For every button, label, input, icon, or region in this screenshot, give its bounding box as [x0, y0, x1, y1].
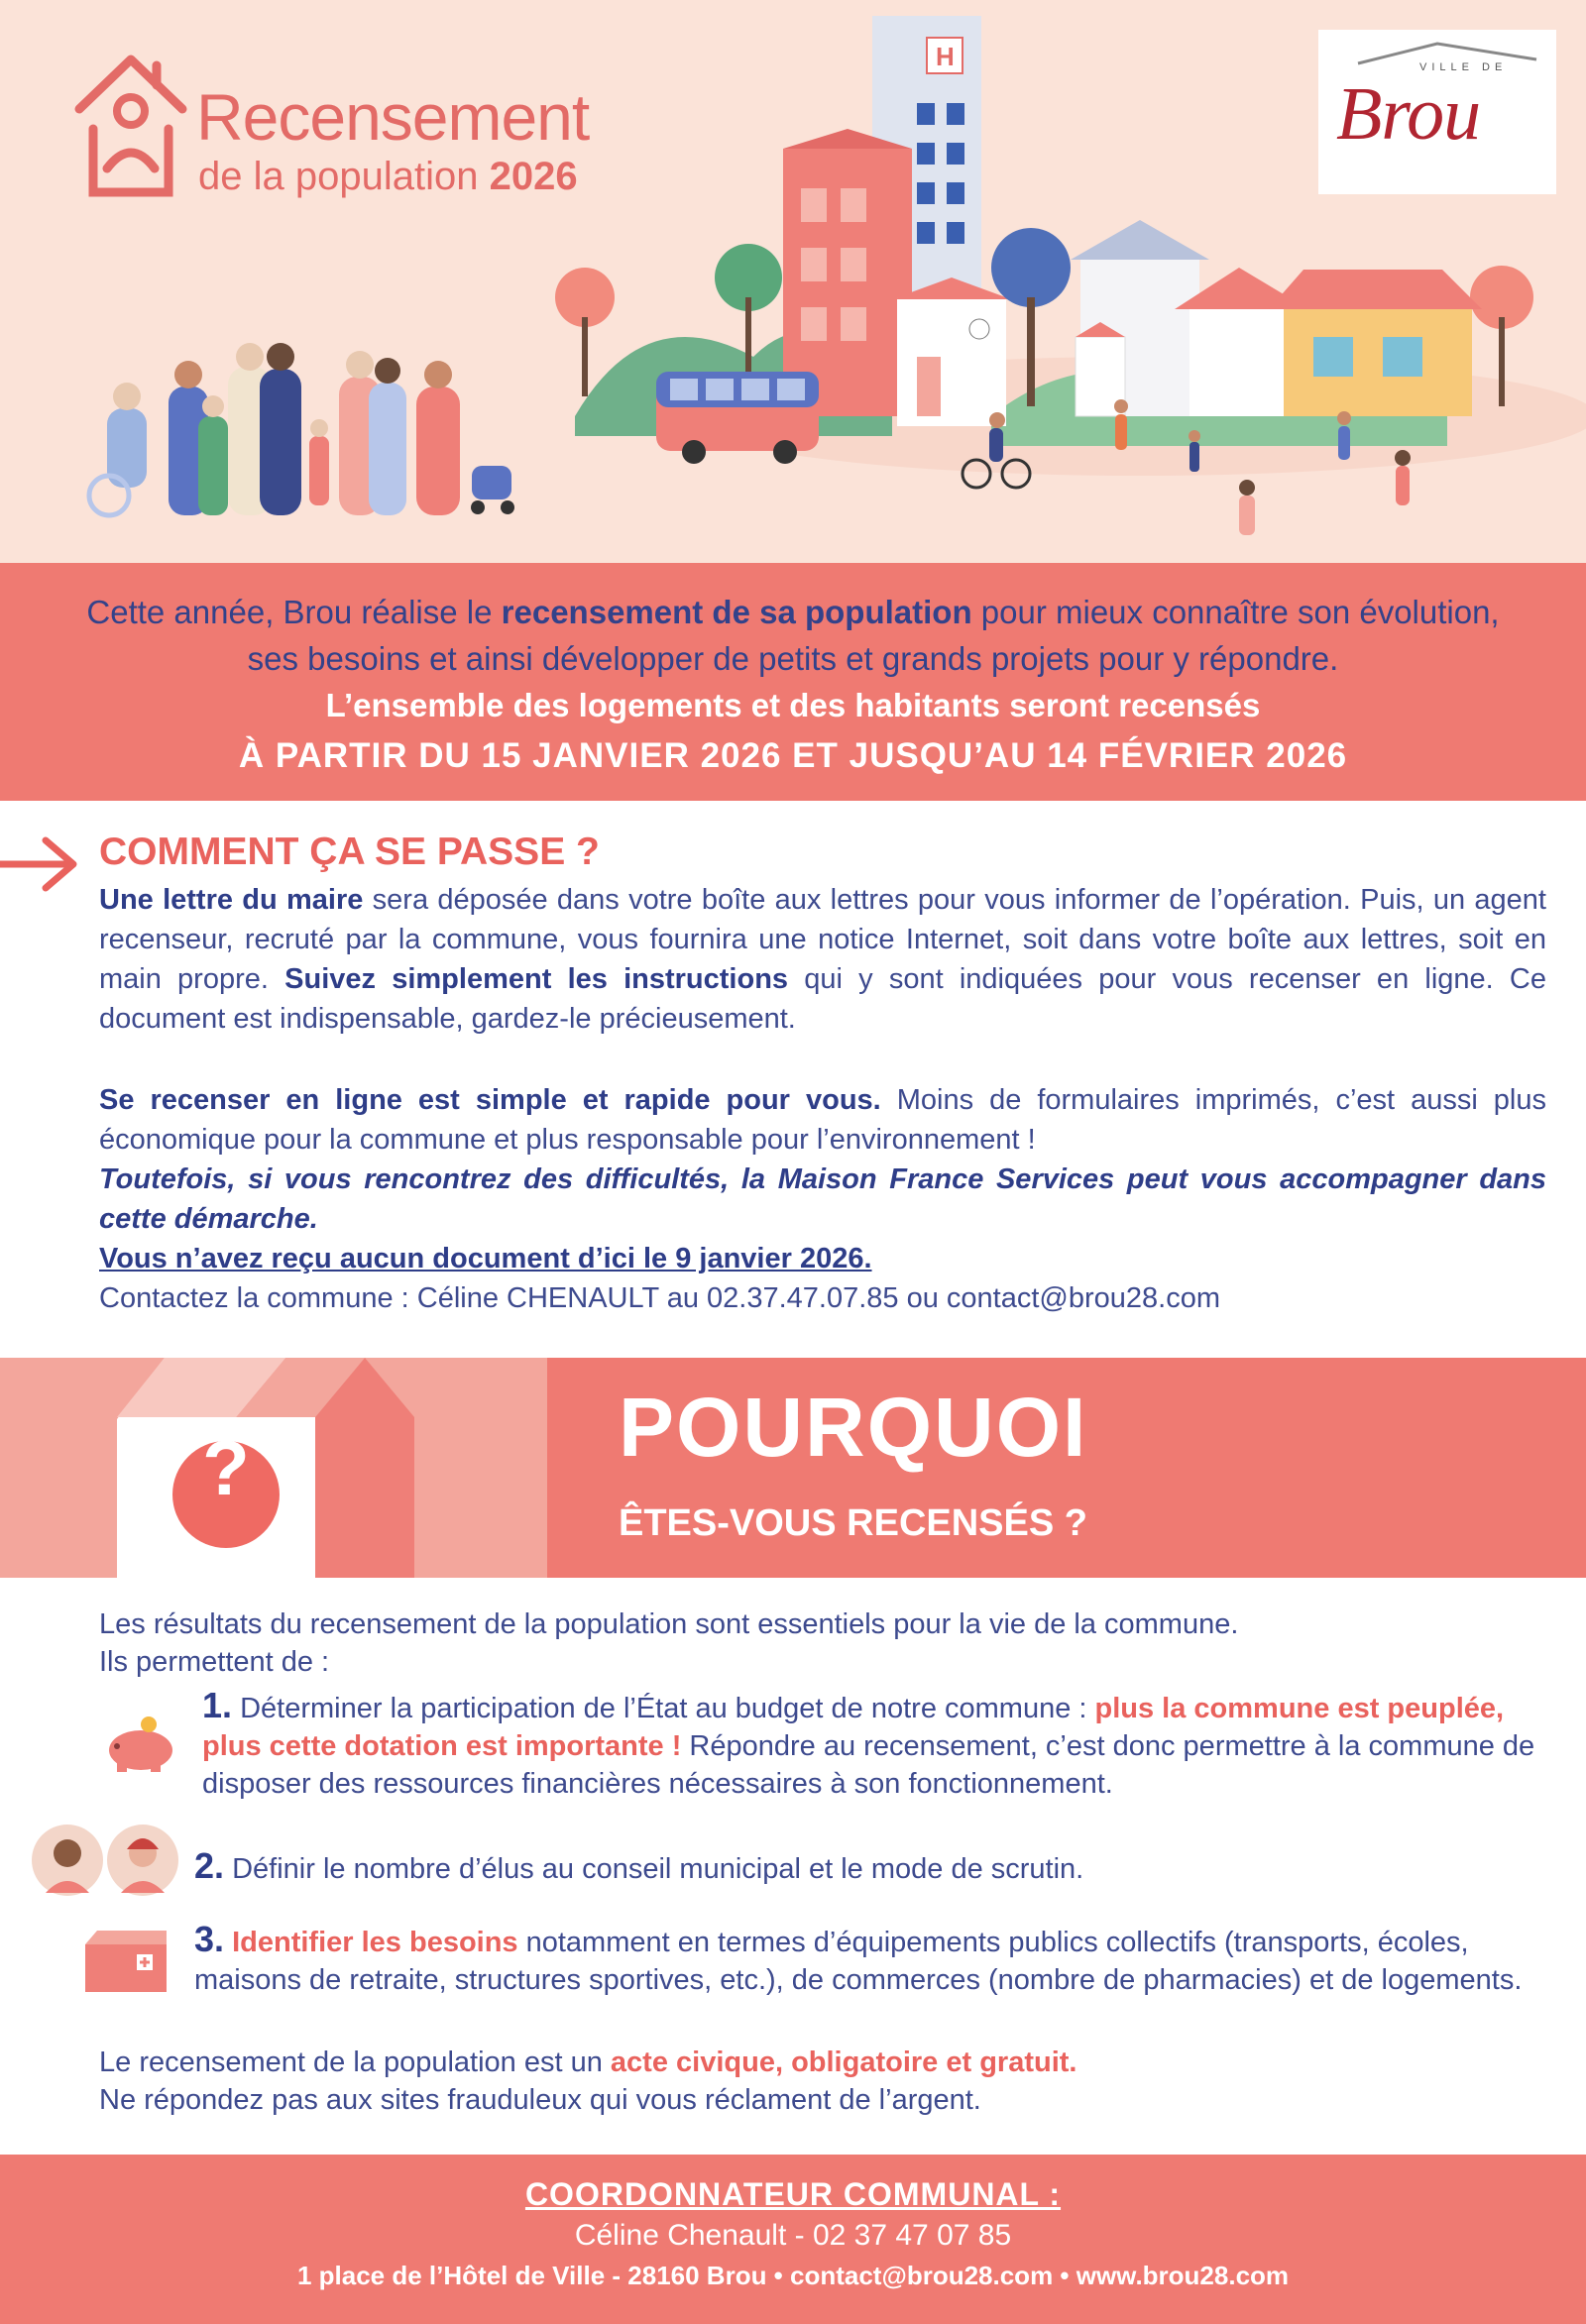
- footer: [0, 2155, 1586, 2324]
- how-paragraph-2: Se recenser en ligne est simple et rapide pour vous. Moins de formulaires imprimés, c’est aussi plus économique pour la commune et plus responsable pour l’environnement ! Toutefois, si vous rencontrez des difficultés, la Maison France Services peut vous accompagner dans cette démarche.: [99, 1084, 1546, 1235]
- footer-title: COORDONNATEUR COMMUNAL :: [524, 2176, 1062, 2212]
- why-banner: [0, 1358, 1586, 1578]
- intro-line-1: Cette année, Brou réalise le recensement de sa population pour mieux connaître son évolution,: [86, 594, 1500, 630]
- how-paragraph-1: Une lettre du maire sera déposée dans votre boîte aux lettres pour vous informer de l’opération. Puis, un agent recenseur, recruté par la commune, vous fournira une notice Internet, soit dans votre boîte aux lettres, soit en main propre. Suivez simplement les instructions qui y sont indiquées pour vous recenser en ligne. Ce document est indispensable, gardez-le précieusement.: [99, 884, 1546, 1035]
- how-section: [0, 830, 1586, 1326]
- why-item-2: 2. Définir le nombre d’élus au conseil municipal et le mode de scrutin.: [194, 1845, 1084, 1886]
- svg-text:H: H: [936, 42, 955, 71]
- logo-title: Recensement: [196, 80, 590, 154]
- why-title: POURQUOI: [619, 1381, 1088, 1474]
- how-paragraph-3: Vous n’avez reçu aucun document d’ici le 9 janvier 2026. Contactez la commune : Céline CHENAULT au 02.37.47.07.85 ou contact@brou28.com: [99, 1243, 1220, 1314]
- why-intro: Les résultats du recensement de la population sont essentiels pour la vie de la commune. Ils permettent de :: [99, 1608, 1239, 1678]
- why-outro: Le recensement de la population est un acte civique, obligatoire et gratuit. Ne répondez pas aux sites frauduleux qui vous réclament de l’argent.: [99, 2047, 1077, 2116]
- intro-dates: À PARTIR DU 15 JANVIER 2026 ET JUSQU’AU 14 FÉVRIER 2026: [238, 736, 1348, 775]
- footer-contact-name: Céline Chenault - 02 37 47 07 85: [574, 2219, 1012, 2252]
- hero-banner: [0, 0, 1586, 563]
- how-title: COMMENT ÇA SE PASSE ?: [99, 830, 600, 873]
- intro-band: [0, 563, 1586, 801]
- city-illustration: [0, 0, 1586, 563]
- question-mark: ?: [202, 1424, 250, 1511]
- intro-line-3: L’ensemble des logements et des habitants seront recensés: [325, 687, 1261, 723]
- footer-address: 1 place de l’Hôtel de Ville - 28160 Brou • contact@brou28.com • www.brou28.com: [296, 2261, 1290, 2290]
- why-item-1: 1. Déterminer la participation de l’État au budget de notre commune : plus la commune est peuplée, plus cette dotation est importante ! Répondre au recensement, c’est donc permettre à la commune de disposer des ressources financières nécessaires à son fonctionnement.: [202, 1685, 1535, 1800]
- arrow-right-icon: [0, 834, 79, 894]
- why-subtitle: ÊTES-VOUS RECENSÉS ?: [619, 1502, 1087, 1544]
- elected-officials-icon: [32, 1822, 180, 1899]
- logo-subtitle: de la population 2026: [198, 155, 578, 198]
- brou-logo-top: VILLE DE: [1419, 61, 1508, 73]
- why-item-3: 3. Identifier les besoins notamment en termes d’équipements publics collectifs (transports, écoles, maisons de retraite, structures sportives, etc.), de commerces (nombre de pharmacies) et de logements.: [194, 1919, 1523, 1996]
- brou-logo-word: Brou: [1336, 72, 1481, 156]
- piggy-bank-icon: [103, 1715, 178, 1774]
- intro-line-2: ses besoins et ainsi développer de petits et grands projets pour y répondre.: [247, 640, 1339, 677]
- pharmacy-building-icon: [85, 1931, 167, 1992]
- house-question-icon: [117, 1358, 416, 1578]
